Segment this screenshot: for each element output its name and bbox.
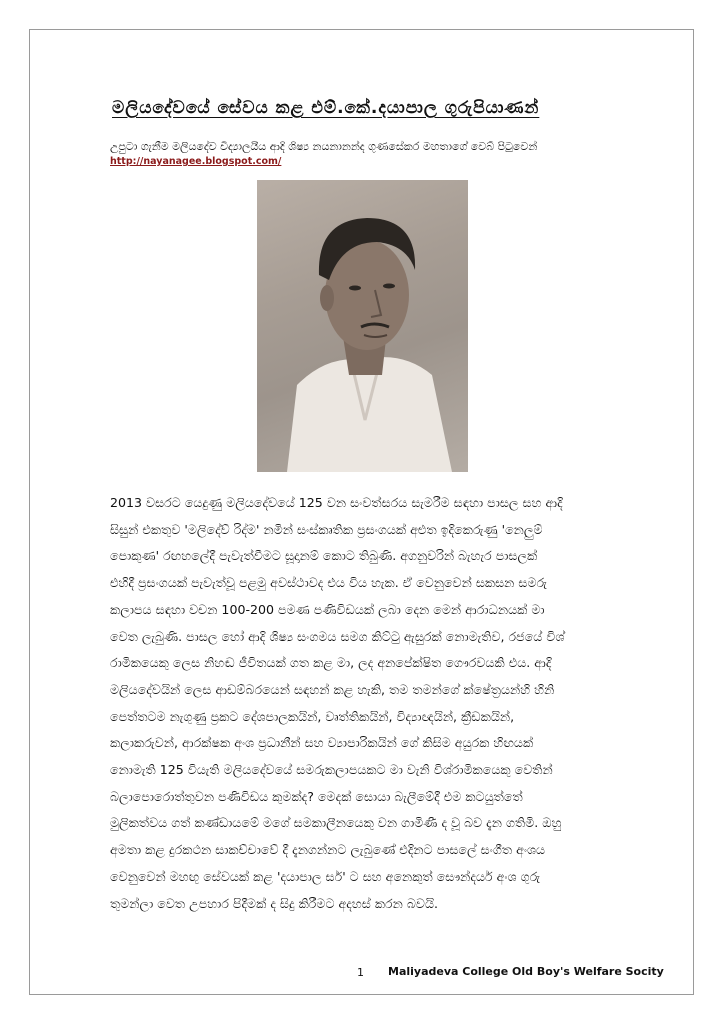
body-line: 2013 වසරට යෙදුණු මලියදේවයේ 125 වන සංවත්සරය සැමරීම සඳහා පාසල සහ ආදි	[110, 495, 563, 510]
page-title: මලියදේවයේ සේවය කළ එම්.කේ.දයාපාල ගුරුපියාණන්	[112, 98, 540, 118]
body-line: පෙත්තටම නැගුණු ප්‍රකට දේශපාලකයින්, වෘත්තිකයින්, විද්‍යාඥයින්, ක්‍රීඩකයින්,	[110, 708, 515, 724]
body-line: තුමන්ලා වෙත උපහාර පිදීමක් ද සිදු කිරීමට අදහස් කරන බවයි.	[110, 895, 439, 911]
body-line: වෙත ලැබුණි. පාසල හෝ ආදි ශිෂ්‍ය සංගමය සමග කිට්ටු ඇසුරක් නොමැතිව, රජයේ විශ්	[110, 628, 565, 644]
source-credit: උපුටා ගැනීම මලියදේව විද්‍යාලයීය ආදි ශිෂ්‍ය නයනානන්ද ගුණසේකර මහතාගේ වෙබ් පිටුවෙන්	[110, 140, 538, 153]
body-line: නොමැති 125 වියැති මලියදේවයේ සමරුකලාපයකට මා වැනි විශ්රාමිකයෙකු වෙතින්	[110, 762, 553, 778]
body-line: වෙනුවෙන් මහඟු සේවයක් කළ 'දයාපාල සර්' ට සහ අනෙකුත් සෞන්දර්ය අංශ ගුරු	[110, 868, 541, 884]
portrait-photo	[257, 180, 468, 472]
body-line: කලාකරුවන්, ආරක්ෂක අංශ ප්‍රධානීන් සහ ව්‍යාපාරිකයින් ගේ කිසිම අයුරක හිඟයක්	[110, 735, 534, 751]
body-line: එහිදී ප්‍රසංගයක් පැවැත්වූ පළමු අවස්ථාවද එය විය හැක. ඒ වෙනුවෙන් සකසන සමරු	[110, 575, 548, 591]
body-line: සිසුන් එකතුව 'මලිදේව් රිද්ම' නමින් සංස්කෘතික ප්‍රසංගයක් අළුත ඉදිකෙරුණු 'නෙලුම්	[110, 521, 543, 537]
body-line: කලාපය සඳහා වචන 100-200 පමණ පණිවිඩයක් ලබා දෙන මෙන් ආරාධනයක් මා	[110, 601, 545, 617]
body-line: අමතා කළ දුරකථන සාකච්චාවේ දී දැනගන්නට ලැබුණේ එදිනට පාසලේ සංගීත අංශය	[110, 842, 546, 858]
body-line: බලාපොරොත්තුවන පණිවිඩය කුමක්ද? මෙදක් සොයා බැලීමේදී එම කටයුත්තේ	[110, 788, 523, 804]
body-line: මලියදේවයින් ලෙස ආඩම්බරයෙන් සඳහන් කළ හැකි, තම තමන්ගේ ක්ෂේත්‍රයන්හි හිනි	[110, 681, 555, 697]
article-body	[110, 490, 630, 917]
body-line: රාමිකයෙකු ලෙස නිහඬ ජීවිතයක් ගත කළ මා, ලද අනපේක්ෂිත ගෞරවයකි එය. ආදි	[110, 655, 552, 671]
body-line: මුලිකත්වය ගත් කණ්ඩායමේ මගේ සමකාලීනයෙකු වන ගාමිණී ද වූ බව දැන ගතිමි. ඔහු	[110, 815, 562, 831]
footer-organization: Maliyadeva College Old Boy's Welfare Socity	[388, 965, 664, 978]
portrait-photo-icon	[257, 180, 468, 472]
source-link[interactable]: http://nayanagee.blogspot.com/	[110, 156, 282, 167]
page-number: 1	[357, 966, 364, 979]
body-line: පොකුණ' රඟහලේදී පැවැත්වීමට සූදානම් කොට තිබුණි. අගනුවරින් බැහැර පාසලක්	[110, 548, 538, 564]
